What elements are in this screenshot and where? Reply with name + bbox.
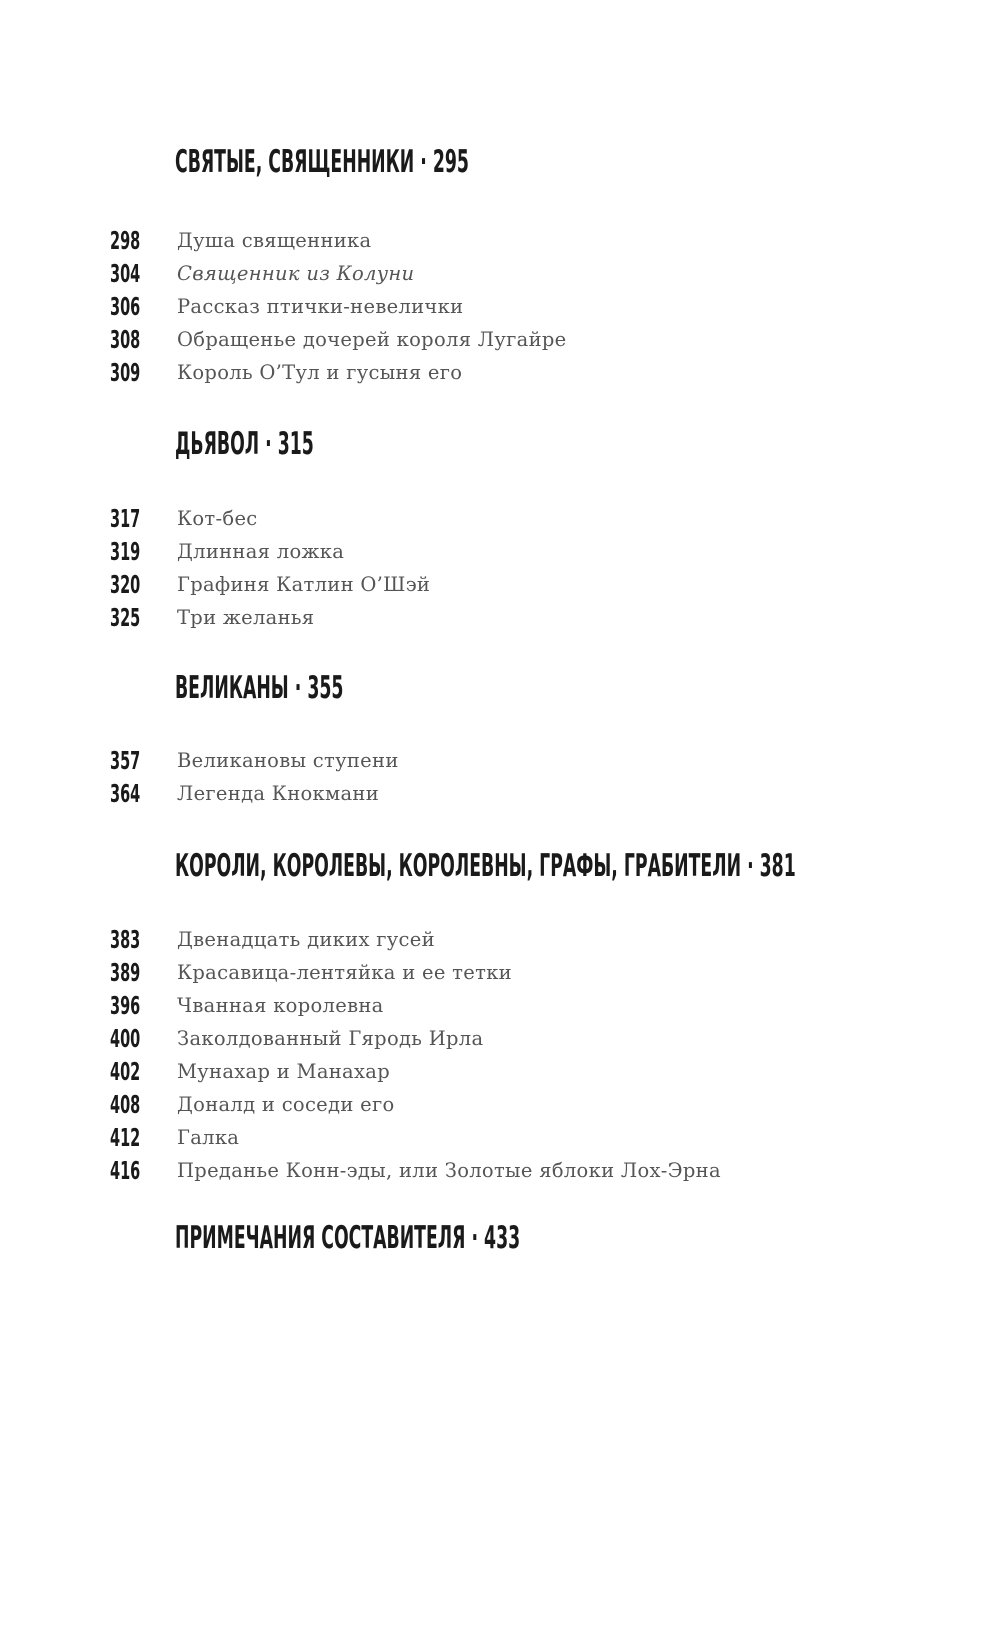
toc-entry[interactable] <box>0 744 1000 777</box>
entry-title: Галка <box>177 1126 240 1149</box>
toc-entry[interactable] <box>0 777 1000 810</box>
entry-title: Двенадцать диких гусей <box>177 928 435 951</box>
entry-title: Король О’Тул и гусыня его <box>177 361 463 384</box>
entry-title: Преданье Конн-эды, или Золотые яблоки Лох-Эрна <box>177 1159 721 1182</box>
entry-page-number: 357 <box>110 746 141 775</box>
entry-title: Красавица-лентяйка и ее тетки <box>177 961 512 984</box>
toc-entry[interactable] <box>0 568 1000 601</box>
entry-page-number: 408 <box>110 1090 141 1119</box>
section-heading-giants: ВЕЛИКАНЫ · 355 <box>175 670 344 706</box>
toc-entry[interactable] <box>0 257 1000 290</box>
entry-page-number: 389 <box>110 958 141 987</box>
section-heading-saints-priests: СВЯТЫЕ, СВЯЩЕННИКИ · 295 <box>175 144 469 180</box>
entry-page-number: 383 <box>110 925 141 954</box>
entry-page-number: 317 <box>110 504 141 533</box>
toc-entry[interactable] <box>0 1154 1000 1187</box>
entry-page-number: 400 <box>110 1024 141 1053</box>
entry-title: Длинная ложка <box>177 540 345 563</box>
entry-title: Три желанья <box>177 606 315 629</box>
section-heading-compiler-notes: ПРИМЕЧАНИЯ СОСТАВИТЕЛЯ · 433 <box>175 1220 521 1256</box>
entry-page-number: 325 <box>110 603 141 632</box>
entry-page-number: 304 <box>110 259 141 288</box>
entry-title: Священник из Колуни <box>177 262 415 285</box>
entry-page-number: 402 <box>110 1057 141 1086</box>
toc-entry[interactable] <box>0 356 1000 389</box>
entry-title: Душа священника <box>177 229 372 252</box>
section-entries-devil <box>0 502 1000 634</box>
entry-page-number: 320 <box>110 570 141 599</box>
toc-entry[interactable] <box>0 535 1000 568</box>
entry-title: Рассказ птички-невелички <box>177 295 464 318</box>
entry-title: Графиня Катлин О’Шэй <box>177 573 431 596</box>
entry-page-number: 308 <box>110 325 141 354</box>
entry-title: Мунахар и Манахар <box>177 1060 390 1083</box>
toc-entry[interactable] <box>0 290 1000 323</box>
toc-entry[interactable] <box>0 1055 1000 1088</box>
section-heading-kings-queens: КОРОЛИ, КОРОЛЕВЫ, КОРОЛЕВНЫ, ГРАФЫ, ГРАБИТЕЛИ · 381 <box>175 848 796 884</box>
entry-title: Легенда Кнокмани <box>177 782 379 805</box>
section-entries-giants <box>0 744 1000 810</box>
entry-page-number: 298 <box>110 226 141 255</box>
toc-entry[interactable] <box>0 1088 1000 1121</box>
entry-page-number: 416 <box>110 1156 141 1185</box>
entry-title: Великановы ступени <box>177 749 399 772</box>
section-entries-kings-queens <box>0 923 1000 1187</box>
entry-page-number: 364 <box>110 779 141 808</box>
section-heading-devil: ДЬЯВОЛ · 315 <box>175 426 314 462</box>
entry-page-number: 309 <box>110 358 141 387</box>
toc-entry[interactable] <box>0 989 1000 1022</box>
toc-entry[interactable] <box>0 601 1000 634</box>
entry-page-number: 306 <box>110 292 141 321</box>
section-entries-saints-priests <box>0 224 1000 389</box>
toc-entry[interactable] <box>0 224 1000 257</box>
toc-entry[interactable] <box>0 323 1000 356</box>
toc-entry[interactable] <box>0 502 1000 535</box>
toc-entry[interactable] <box>0 956 1000 989</box>
toc-entry[interactable] <box>0 1121 1000 1154</box>
entry-page-number: 396 <box>110 991 141 1020</box>
toc-entry[interactable] <box>0 923 1000 956</box>
entry-title: Чванная королевна <box>177 994 384 1017</box>
entry-title: Заколдованный Гяродь Ирла <box>177 1027 484 1050</box>
entry-page-number: 319 <box>110 537 141 566</box>
entry-title: Доналд и соседи его <box>177 1093 395 1116</box>
entry-page-number: 412 <box>110 1123 141 1152</box>
entry-title: Кот-бес <box>177 507 258 530</box>
entry-title: Обращенье дочерей короля Лугайре <box>177 328 567 351</box>
toc-entry[interactable] <box>0 1022 1000 1055</box>
